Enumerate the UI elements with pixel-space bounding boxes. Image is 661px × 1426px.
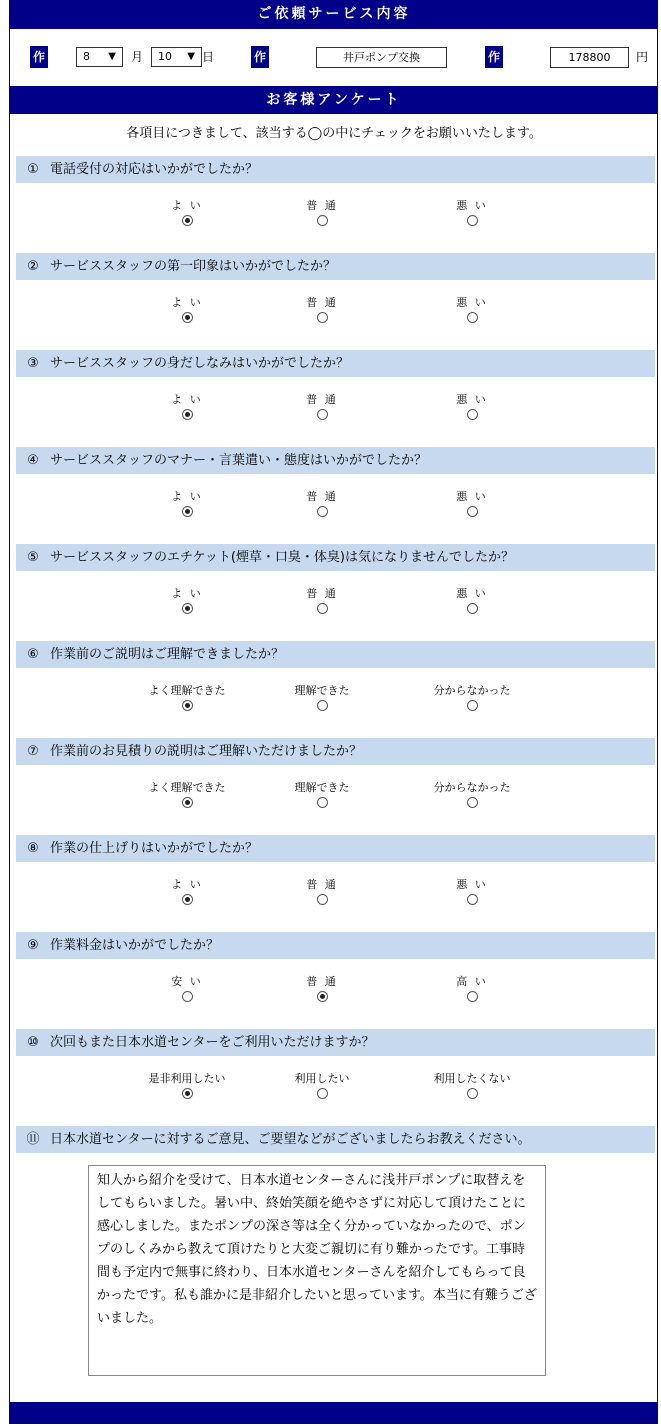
question-text: 作業前のご説明はご理解できましたか？ <box>50 647 285 662</box>
question-11-header <box>16 1126 655 1153</box>
radio-q4-option-1[interactable] <box>182 506 193 517</box>
question-number: ② <box>27 259 39 274</box>
service-header-bar <box>10 0 658 29</box>
chevron-down-icon: ▼ <box>187 51 195 62</box>
question-number: ⑨ <box>27 938 39 953</box>
radio-q5-option-2[interactable] <box>317 603 328 614</box>
radio-q4-option-2[interactable] <box>317 506 328 517</box>
option-label: 普 通 <box>306 587 338 600</box>
question-number: ③ <box>27 356 39 371</box>
question-number: ④ <box>27 453 39 468</box>
question-4-header <box>16 447 655 474</box>
comment-textarea[interactable]: 知人から紹介を受けて、日本水道センターさんに浅井戸ポンプに取替えをしてもらいました。暑い中、終始笑顔を絶やさずに対応して頂けたことに感心しました。またポンプの深さ等は全く分かっていなかったので、ポンプのしくみから教えて頂けたりと大変ご親切に有り難かったです。工事時間も予定内で無事に終わり、日本水道センターさんを紹介してもらって良かったです。私も誰かに是非紹介したいと思っています。本当に有難うございました。 <box>88 1165 546 1376</box>
radio-q8-option-3[interactable] <box>467 894 478 905</box>
question-text: 電話受付の対応はいかがでしたか？ <box>50 162 259 177</box>
question-10-header <box>16 1029 655 1056</box>
content-value: 井戸ポンプ交換 <box>343 51 420 64</box>
radio-q1-option-1[interactable] <box>182 215 193 226</box>
survey-header-title: お客様アンケート <box>266 92 402 108</box>
fee-value: 178800 <box>568 51 611 64</box>
option-label: 分からなかった <box>433 684 511 697</box>
radio-q3-option-3[interactable] <box>467 409 478 420</box>
radio-q2-option-3[interactable] <box>467 312 478 323</box>
radio-q10-option-1[interactable] <box>182 1088 193 1099</box>
radio-q7-option-1[interactable] <box>182 797 193 808</box>
question-text: サービススタッフのマナー・言葉遣い・態度はいかがでしたか？ <box>50 453 428 468</box>
radio-q6-option-2[interactable] <box>317 700 328 711</box>
fee-unit: 円 <box>636 50 649 64</box>
radio-q2-option-1[interactable] <box>182 312 193 323</box>
question-1-header <box>16 156 655 183</box>
day-value: 10 <box>158 50 172 63</box>
option-label: よ い <box>171 296 203 309</box>
question-number: ⑥ <box>27 647 39 662</box>
question-text: 作業の仕上げりはいかがでしたか？ <box>50 841 259 856</box>
radio-q3-option-2[interactable] <box>317 409 328 420</box>
question-text: 作業料金はいかがでしたか？ <box>50 938 220 953</box>
option-label: 利用したい <box>294 1072 350 1085</box>
question-number: ⑤ <box>27 550 39 565</box>
question-number: ⑩ <box>27 1035 39 1050</box>
option-label: 普 通 <box>306 878 338 891</box>
question-3-header <box>16 350 655 377</box>
question-number: ⑦ <box>27 744 39 759</box>
content-label: 作業 容 <box>251 46 269 68</box>
radio-q10-option-3[interactable] <box>467 1088 478 1099</box>
question-text: 次回もまた日本水道センターをご利用いただけますか？ <box>50 1035 375 1050</box>
service-header-title: ご依頼サービス内容 <box>257 6 411 22</box>
option-label: 悪 い <box>456 490 488 503</box>
question-6-header <box>16 641 655 668</box>
question-8-header <box>16 835 655 862</box>
chevron-down-icon: ▼ <box>108 51 116 62</box>
question-text: サービススタッフのエチケット(煙草・口臭・体臭)は気になりませんでしたか？ <box>50 550 514 565</box>
option-label: よ い <box>171 587 203 600</box>
question-number: ⑪ <box>26 1132 40 1147</box>
radio-q7-option-3[interactable] <box>467 797 478 808</box>
radio-q2-option-2[interactable] <box>317 312 328 323</box>
question-5-header <box>16 544 655 571</box>
option-label: 悪 い <box>456 878 488 891</box>
day-select[interactable] <box>151 47 202 67</box>
question-text: サービススタッフの身だしなみはいかがでしたか？ <box>50 356 350 371</box>
option-label: 理解できた <box>294 684 350 697</box>
option-label: よ い <box>171 490 203 503</box>
option-label: 安 い <box>171 975 203 988</box>
option-label: よ い <box>171 393 203 406</box>
option-label: 悪 い <box>456 393 488 406</box>
option-label: よ い <box>171 878 203 891</box>
radio-q8-option-1[interactable] <box>182 894 193 905</box>
fee-label: 作業 金 <box>485 46 503 68</box>
option-label: 高 い <box>456 975 488 988</box>
question-7-header <box>16 738 655 765</box>
option-label: よく理解できた <box>148 684 226 697</box>
radio-q9-option-2[interactable] <box>317 991 328 1002</box>
option-label: 普 通 <box>306 975 338 988</box>
survey-intro: 各項目につきまして、該当する◯の中にチェックをお願いいたします。 <box>126 126 542 141</box>
radio-q9-option-3[interactable] <box>467 991 478 1002</box>
radio-q9-option-1[interactable] <box>182 991 193 1002</box>
radio-q4-option-3[interactable] <box>467 506 478 517</box>
question-text: サービススタッフの第一印象はいかがでしたか？ <box>50 259 337 274</box>
radio-q6-option-3[interactable] <box>467 700 478 711</box>
question-2-header <box>16 253 655 280</box>
option-label: 悪 い <box>456 199 488 212</box>
month-unit: 月 <box>131 50 144 64</box>
radio-q5-option-1[interactable] <box>182 603 193 614</box>
option-label: 普 通 <box>306 296 338 309</box>
month-value: 8 <box>83 50 90 63</box>
option-label: 利用したくない <box>433 1072 511 1085</box>
option-label: 分からなかった <box>433 781 511 794</box>
survey-header-bar <box>10 86 658 114</box>
date-label: 作業 <box>30 46 48 68</box>
option-label: よく理解できた <box>148 781 226 794</box>
question-9-header <box>16 932 655 959</box>
option-label: 悪 い <box>456 296 488 309</box>
radio-q10-option-2[interactable] <box>317 1088 328 1099</box>
radio-q7-option-2[interactable] <box>317 797 328 808</box>
radio-q1-option-3[interactable] <box>467 215 478 226</box>
option-label: 普 通 <box>306 199 338 212</box>
day-unit: 日 <box>202 50 215 64</box>
question-number: ⑧ <box>27 841 39 856</box>
question-number: ① <box>27 162 39 177</box>
radio-q1-option-2[interactable] <box>317 215 328 226</box>
option-label: 是非利用したい <box>148 1072 226 1085</box>
option-label: 理解できた <box>294 781 350 794</box>
question-text: 作業前のお見積りの説明はご理解いただけましたか？ <box>50 744 363 759</box>
radio-q3-option-1[interactable] <box>182 409 193 420</box>
radio-q8-option-2[interactable] <box>317 894 328 905</box>
option-label: よ い <box>171 199 203 212</box>
option-label: 普 通 <box>306 393 338 406</box>
radio-q5-option-3[interactable] <box>467 603 478 614</box>
content-field[interactable] <box>316 47 447 68</box>
radio-q6-option-1[interactable] <box>182 700 193 711</box>
month-select[interactable] <box>76 47 123 67</box>
option-label: 悪 い <box>456 587 488 600</box>
question-text: 日本水道センターに対するご意見、ご要望などがございましたらお教えください。 <box>50 1132 531 1147</box>
option-label: 普 通 <box>306 490 338 503</box>
footer-bar <box>10 1402 658 1424</box>
fee-field[interactable] <box>550 47 629 68</box>
